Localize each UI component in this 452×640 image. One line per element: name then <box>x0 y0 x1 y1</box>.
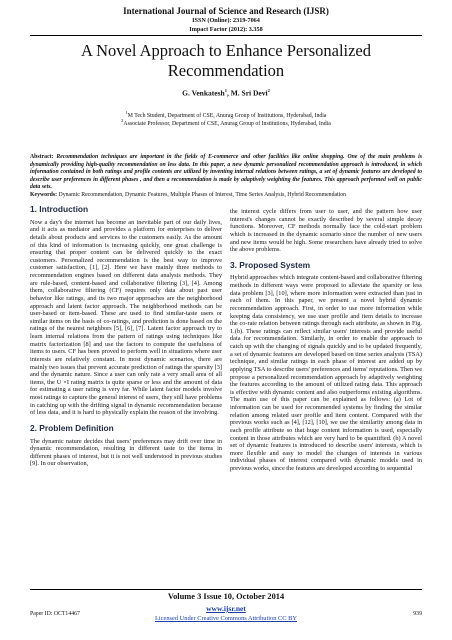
affiliation-1-text: M Tech Student, Department of CSE, Anurag Group of Institutions, Hyderabad, India <box>127 112 327 119</box>
license-link[interactable]: Licensed Under Creative Commons Attribution CC BY <box>155 615 297 622</box>
affiliation-2-text: Associate Professor, Department of CSE, Anurag Group of Institutions, Hyderabad, India <box>123 120 331 127</box>
left-column <box>30 206 222 468</box>
keywords-label: Keywords: <box>30 192 58 198</box>
affiliation-1-sup: 1 <box>125 110 128 115</box>
affiliation-2 <box>0 118 452 127</box>
author-line <box>0 88 452 98</box>
paper-title: A Novel Approach to Enhance Personalized Recommendation <box>80 41 372 80</box>
abstract-label: Abstract: <box>30 154 54 160</box>
right-column <box>230 208 422 473</box>
footer-rule <box>30 589 422 590</box>
page-number: 939 <box>413 611 422 617</box>
affiliation-2-sup: 2 <box>121 118 124 123</box>
section-heading-proposed-system: 3. Proposed System <box>230 259 311 270</box>
abstract <box>30 154 422 192</box>
author-1-sup: 1 <box>224 88 227 93</box>
author-2: M. Sri Devi <box>230 88 268 98</box>
issn-line: ISSN (Online): 2319-7064 <box>192 17 260 24</box>
abstract-text: Recommendation techniques are important in the fields of E-commerce and other facilities like online shopping. One of the main problems is dynamically providing high-quality recommendation on less data. In this paper, a new dynamic personalized recommendation approach is introduced, in which information contained in both ratings and profile contents are utilized by inventing internal relations between ratings, a set of dynamic features are developed to describe user preferences in different phases , and then a recommendation is made by adaptively weighting the features. This approach performed well on public data sets. <box>30 154 423 191</box>
impact-factor-line: Impact Factor (2012): 3.358 <box>189 26 263 33</box>
proposed-system-text: Hybrid approaches which integrate content-based and collaborative filtering methods in different ways were proposed to alleviate the sparsity or less data problem [3], [10], where more information were extracted than just in each of them. In this paper, we present a novel hybrid dynamic recommendation approach. First, in order to use more information while keeping data consistency, we use user profile and item details to increase the co-rate relation between ratings through each attribute, as shown in Fig. 1.(b). These ratings can reflect similar users' interests and provide useful data for recommendation. Similarly, in order to enable the approach to catch up with the changing of signals quickly and to be updated frequently, a set of dynamic features are developed based on time series analysis (TSA) technique, and similar ratings in each phase of interest are added up by applying TSA to describe users' preferences and items' reputations. Then we propose a personalized recommendation approach by adaptively weighting the features according to the amount of utilized rating data. This approach is effective with dynamic content and also outperforms existing algorithms. The main use of this paper can be explained as follows: (a) Lot of information can be used for recommended systems by finding the similar relation among related user profile and item content. Compared with the previous works such as [4], [12], [10], we use the similarity among data in each profile attribute so that huge content information is used, especially content in those attributes which are very hard to be quantified. (b) A novel set of dynamic features is introduced to describe users' interests, which is more flexible and easy to model the changes of interests in various individual phases of interest compared with dynamic models used in previous works, since the features are developed according to sequential <box>230 274 422 472</box>
volume-issue: Volume 3 Issue 10, October 2014 <box>167 592 285 601</box>
journal-name: International Journal of Science and Research (IJSR) <box>123 6 329 16</box>
problem-definition-continued: the interest cycle differs from user to user, and the pattern how user interest's changes cannot be exactly described by several simple decay functions. Moreover, CF methods normally face the cold-start problem which is increased in the dynamic scenario since the number of new users and new items would be high. Some researchers have already tried to solve the above problems. <box>230 208 422 254</box>
header-rule <box>30 35 422 36</box>
section-heading-introduction: 1. Introduction <box>30 204 89 214</box>
author-2-sup: 2 <box>267 88 270 93</box>
paper-id: Paper ID: OCT14467 <box>30 611 80 617</box>
author-1: G. Venkatesh <box>182 88 225 98</box>
keywords-text: Dynamic Recommendation, Dynamic Features, Multiple Phases of Interest, Time Series Analysis, Hybrid Recommendation <box>58 192 347 198</box>
problem-definition-text: The dynamic nature decides that users' preferences may drift over time in dynamic recommendation, resulting in different taste to the items in different phases of interest, but it is not well understood in previous studies [9]. In our observation, <box>30 437 222 468</box>
author-separator: , <box>226 88 231 98</box>
section-heading-problem-definition: 2. Problem Definition <box>30 422 114 433</box>
introduction-text: Now a day's the internet has become an inevitable part of our daily lives, and it acts as mediator and provides a platform for enterprises to deliver details about products and services to the customers easily. As the amount of this kind of information is increasing quickly, one great challenge is ensuring that proper content can be delivered quickly to the exact customers. Personalized recommendation is the best way to improve customer satisfaction, [1], [2]. Here we have mainly three methods to recommendation engines based on different data analysis methods. They are rule-based, content-based and collaborative filtering [3], [4]. Among them, collaborative filtering (CF) requires only data about past user behavior like ratings, and its two major approaches are the neighborhood approach and latent factor approach. The neighborhood methods can be user-based or item-based. These are used to find similar-taste users or similar items on the basis of co-ratings, and prediction is done based on the ratings of the nearest neighbors [5], [6], [7]. Latent factor approach try to learn internal relations from the pattern of ratings using techniques like matrix factorization [8] and use the factors to compute the usefulness of items to users. CF has been proved to perform well in situations where user interests are relatively constant. In most dynamic scenarios, there are mainly two issues that prevent accurate prediction of ratings the sparsity [3] and the dynamic nature. Since a user can only rate a very small area of all items, the U ×I rating matrix is quite sparse or less and the amount of data for estimating a user rating is very far. While latent factor models involve most ratings to capture the general interest of users, they still have problems in catching up with the drifting signal in dynamic recommendation because of less data, and it is hard to physically explain the reason of the involving. <box>30 218 222 417</box>
keywords <box>30 192 422 200</box>
journal-website-link[interactable]: www.ijsr.net <box>206 604 246 613</box>
